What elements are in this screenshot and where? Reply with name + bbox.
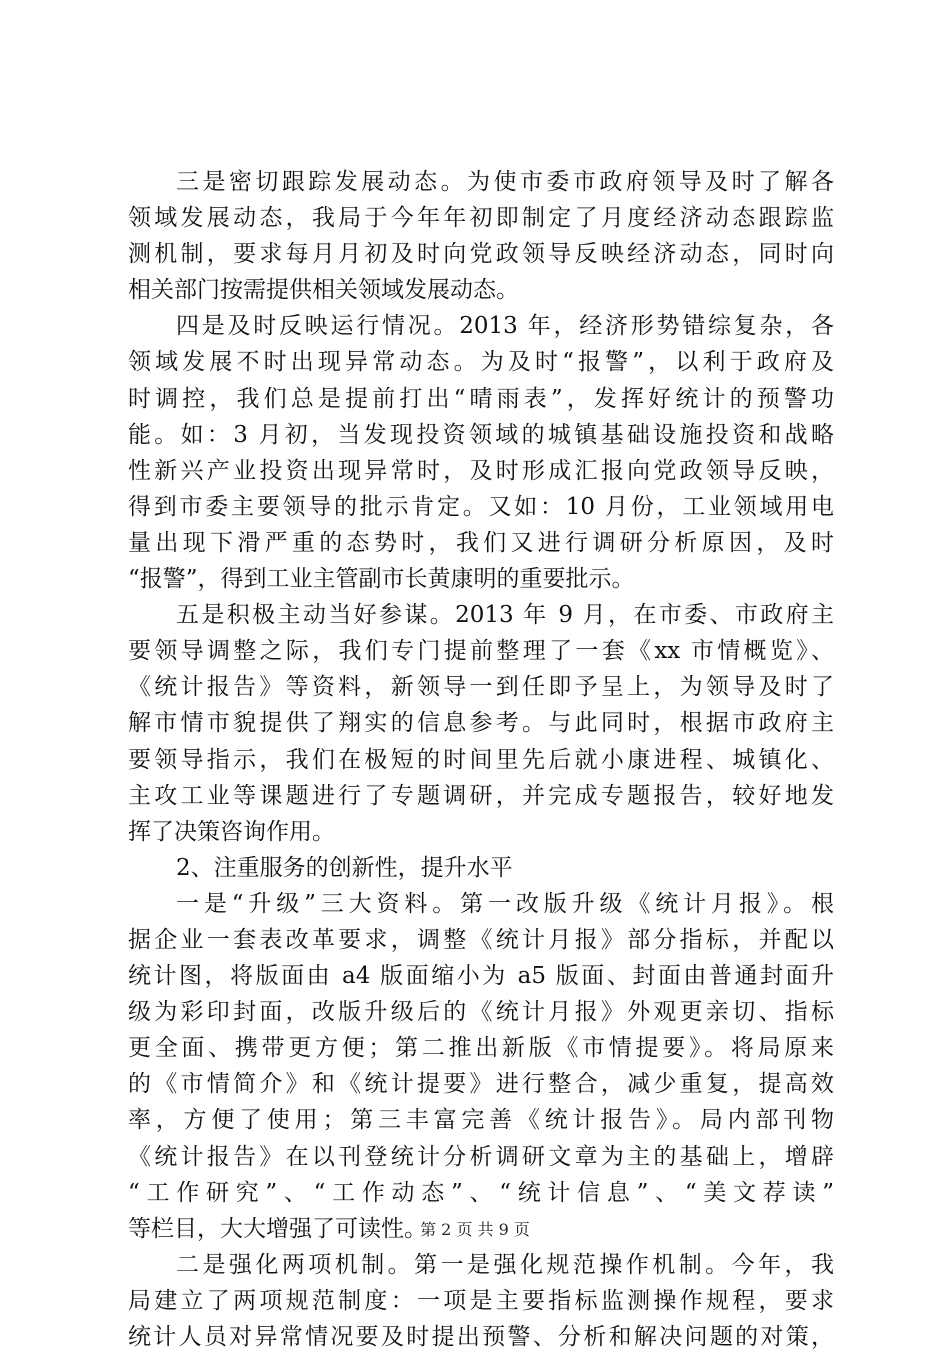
text-line: “工作研究”、“工作动态”、“统计信息”、“美文荐读” xyxy=(128,1179,834,1206)
text-line: 等栏目，大大增强了可读性。 xyxy=(128,1215,427,1242)
text-line: 挥了决策咨询作用。 xyxy=(128,818,335,845)
text-line: 领域发展动态，我局于今年年初即制定了月度经济动态跟踪监 xyxy=(128,205,834,232)
text-line: 能。如：3 月初，当发现投资领域的城镇基础设施投资和战略 xyxy=(128,421,834,448)
text-line: 《统计报告》等资料，新领导一到任即予呈上，为领导及时了 xyxy=(128,674,834,701)
text-line: 时调控，我们总是提前打出“晴雨表”，发挥好统计的预警功 xyxy=(128,385,834,412)
text-line: 统计图，将版面由 a4 版面缩小为 a5 版面、封面由普通封面升 xyxy=(128,963,834,990)
text-line: 据企业一套表改革要求，调整《统计月报》部分指标，并配以 xyxy=(128,926,834,953)
text-line: 四是及时反映运行情况。2013 年，经济形势错综复杂，各 xyxy=(176,313,834,340)
text-line: 量出现下滑严重的态势时，我们又进行调研分析原因，及时 xyxy=(128,529,834,556)
text-line: 性新兴产业投资出现异常时，及时形成汇报向党政领导反映， xyxy=(128,457,834,484)
text-line: 测机制，要求每月月初及时向党政领导反映经济动态，同时向 xyxy=(128,241,834,268)
text-line: 主攻工业等课题进行了专题调研，并完成专题报告，较好地发 xyxy=(128,782,834,809)
text-line: 的《市情简介》和《统计提要》进行整合，减少重复，提高效 xyxy=(128,1071,834,1098)
text-line: 解市情市貌提供了翔实的信息参考。与此同时，根据市政府主 xyxy=(128,710,834,737)
text-line: 一是“升级”三大资料。第一改版升级《统计月报》。根 xyxy=(176,890,834,917)
text-line: 2、注重服务的创新性，提升水平 xyxy=(176,854,513,881)
text-line: 级为彩印封面，改版升级后的《统计月报》外观更亲切、指标 xyxy=(128,999,834,1026)
page-number-footer: 第 2 页 共 9 页 xyxy=(420,1220,530,1239)
document-body xyxy=(128,164,834,1355)
text-line: 统计人员对异常情况要及时提出预警、分析和解决问题的对策， xyxy=(128,1324,834,1350)
text-line: 得到市委主要领导的批示肯定。又如：10 月份，工业领域用电 xyxy=(128,493,834,520)
text-line: 领域发展不时出现异常动态。为及时“报警”，以利于政府及 xyxy=(128,349,834,376)
text-line: 五是积极主动当好参谋。2013 年 9 月，在市委、市政府主 xyxy=(176,602,834,629)
text-line: 二是强化两项机制。第一是强化规范操作机制。今年，我 xyxy=(176,1251,834,1278)
text-line: 相关部门按需提供相关领域发展动态。 xyxy=(128,277,519,304)
text-line: 更全面、携带更方便；第二推出新版《市情提要》。将局原来 xyxy=(128,1035,834,1062)
text-line: 率，方便了使用；第三丰富完善《统计报告》。局内部刊物 xyxy=(128,1107,834,1134)
text-line: 三是密切跟踪发展动态。为使市委市政府领导及时了解各 xyxy=(176,169,834,195)
text-line: 《统计报告》在以刊登统计分析调研文章为主的基础上，增辟 xyxy=(128,1143,834,1170)
text-line: “报警”，得到工业主管副市长黄康明的重要批示。 xyxy=(128,566,635,593)
text-line: 要领导指示，我们在极短的时间里先后就小康进程、城镇化、 xyxy=(128,746,834,773)
text-line: 要领导调整之际，我们专门提前整理了一套《xx 市情概览》、 xyxy=(128,638,834,665)
text-line: 局建立了两项规范制度：一项是主要指标监测操作规程，要求 xyxy=(128,1287,834,1314)
